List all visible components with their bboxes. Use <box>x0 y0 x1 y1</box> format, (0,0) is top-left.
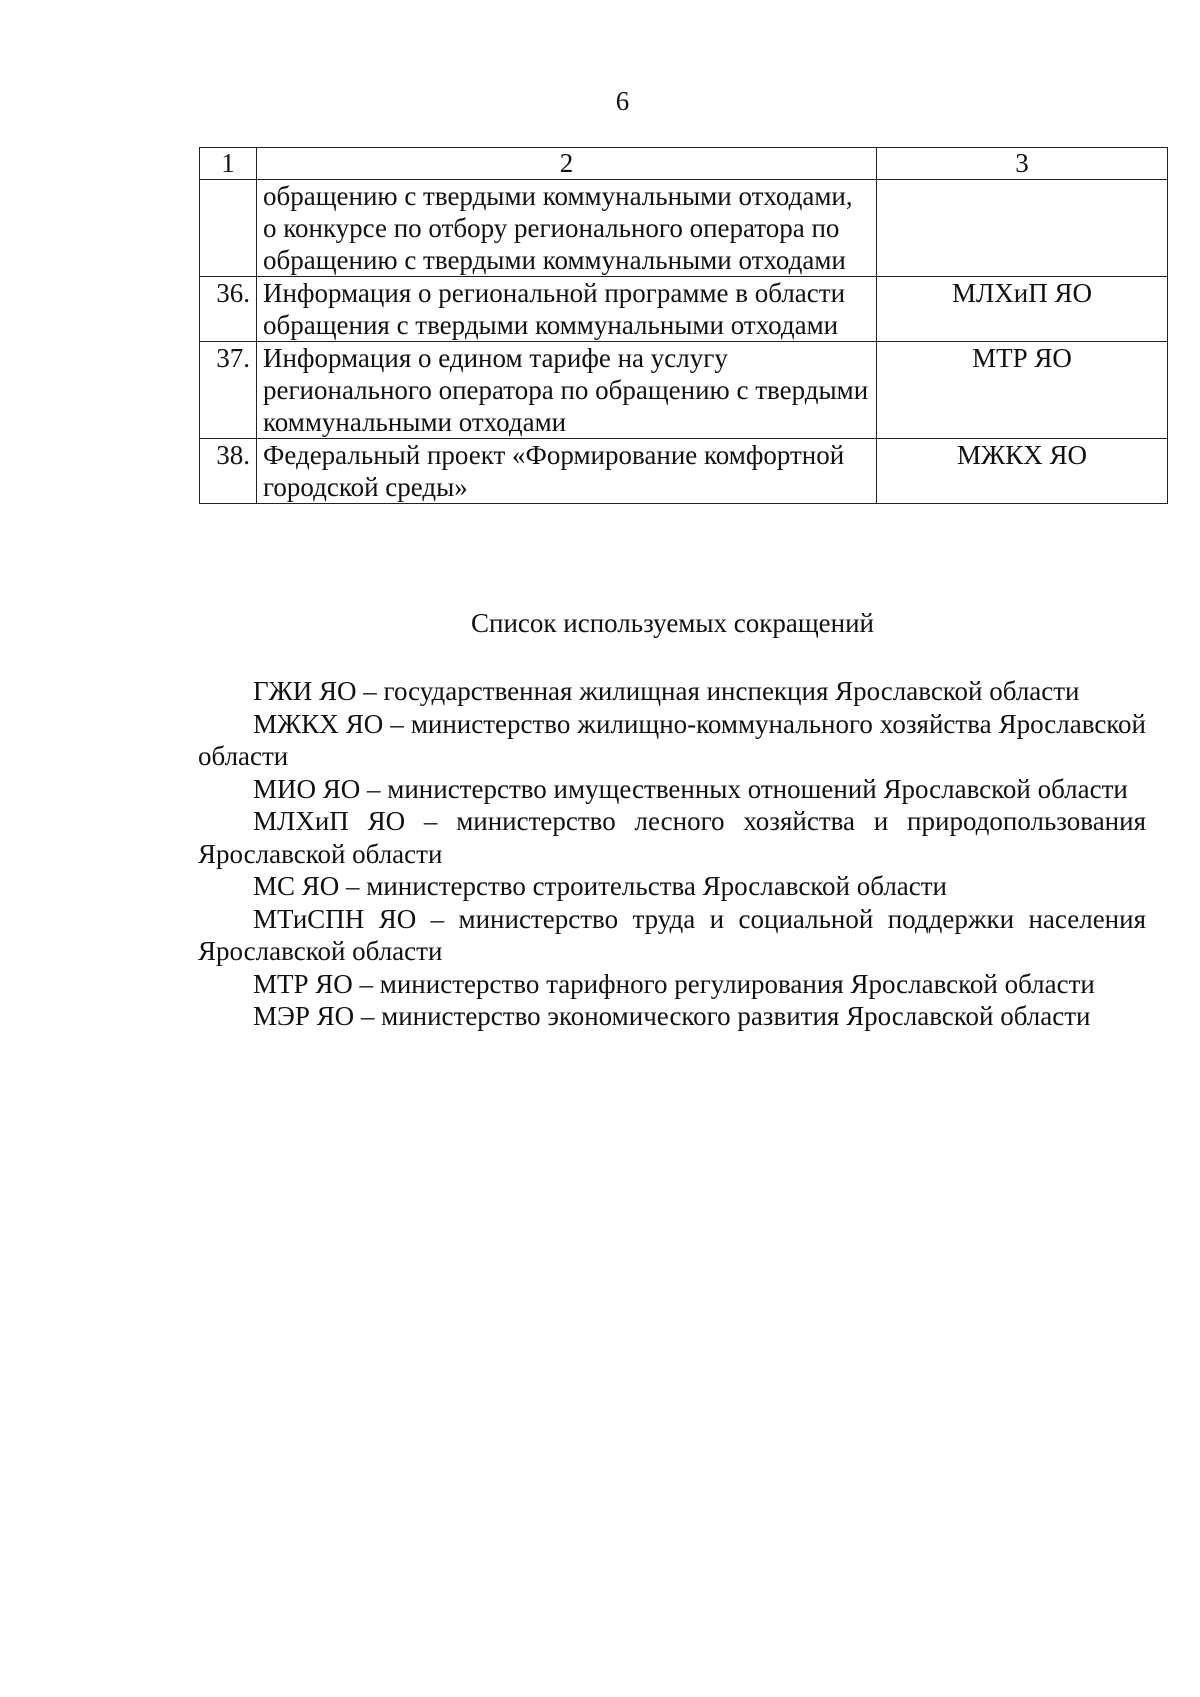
row-description: Информация о едином тарифе на услугу регионального оператора по обращению с твердыми коммунальными отходами <box>257 342 877 439</box>
row-responsible: МТР ЯО <box>877 342 1168 439</box>
document-table <box>199 147 1168 504</box>
row-responsible: МЛХиП ЯО <box>877 277 1168 342</box>
row-responsible: МЖКХ ЯО <box>877 439 1168 504</box>
table-header-row <box>200 148 1168 180</box>
abbreviation-item: МИО ЯО – министерство имущественных отношений Ярославской области <box>253 773 1128 804</box>
row-number: 37. <box>200 342 257 439</box>
row-number: 36. <box>200 277 257 342</box>
abbreviation-item: МЖКХ ЯО – министерство жилищно-коммунального хозяйства Ярославской области <box>198 708 1146 771</box>
table-row <box>200 277 1168 342</box>
row-responsible <box>877 180 1168 277</box>
row-description: Федеральный проект «Формирование комфортной городской среды» <box>257 439 877 504</box>
abbreviations-list <box>198 675 1146 1033</box>
column-header: 1 <box>200 148 257 180</box>
row-description: Информация о региональной программе в области обращения с твердыми коммунальными отходами <box>257 277 877 342</box>
abbreviation-item: МС ЯО – министерство строительства Ярославской области <box>253 871 948 901</box>
row-number: 38. <box>200 439 257 504</box>
abbreviation-item: МТиСПН ЯО – министерство труда и социальной поддержки населения Ярославской области <box>198 903 1146 966</box>
table-row <box>200 439 1168 504</box>
row-description: обращению с твердыми коммунальными отходами, о конкурсе по отбору регионального оператора по обращению с твердыми коммунальными отходами <box>257 180 877 277</box>
abbreviation-item: ГЖИ ЯО – государственная жилищная инспекция Ярославской области <box>253 676 1080 706</box>
abbreviation-item: МТР ЯО – министерство тарифного регулирования Ярославской области <box>253 968 1095 999</box>
table-row <box>200 342 1168 439</box>
abbreviation-item: МЭР ЯО – министерство экономического развития Ярославской области <box>253 1001 1091 1031</box>
abbreviation-item: МЛХиП ЯО – министерство лесного хозяйства и природопользования Ярославской области <box>198 806 1146 869</box>
page-number: 6 <box>615 86 630 116</box>
abbreviations-title: Список используемых сокращений <box>471 608 874 638</box>
row-number <box>200 180 257 277</box>
table-row <box>200 180 1168 277</box>
column-header: 2 <box>257 148 877 180</box>
column-header: 3 <box>877 148 1168 180</box>
